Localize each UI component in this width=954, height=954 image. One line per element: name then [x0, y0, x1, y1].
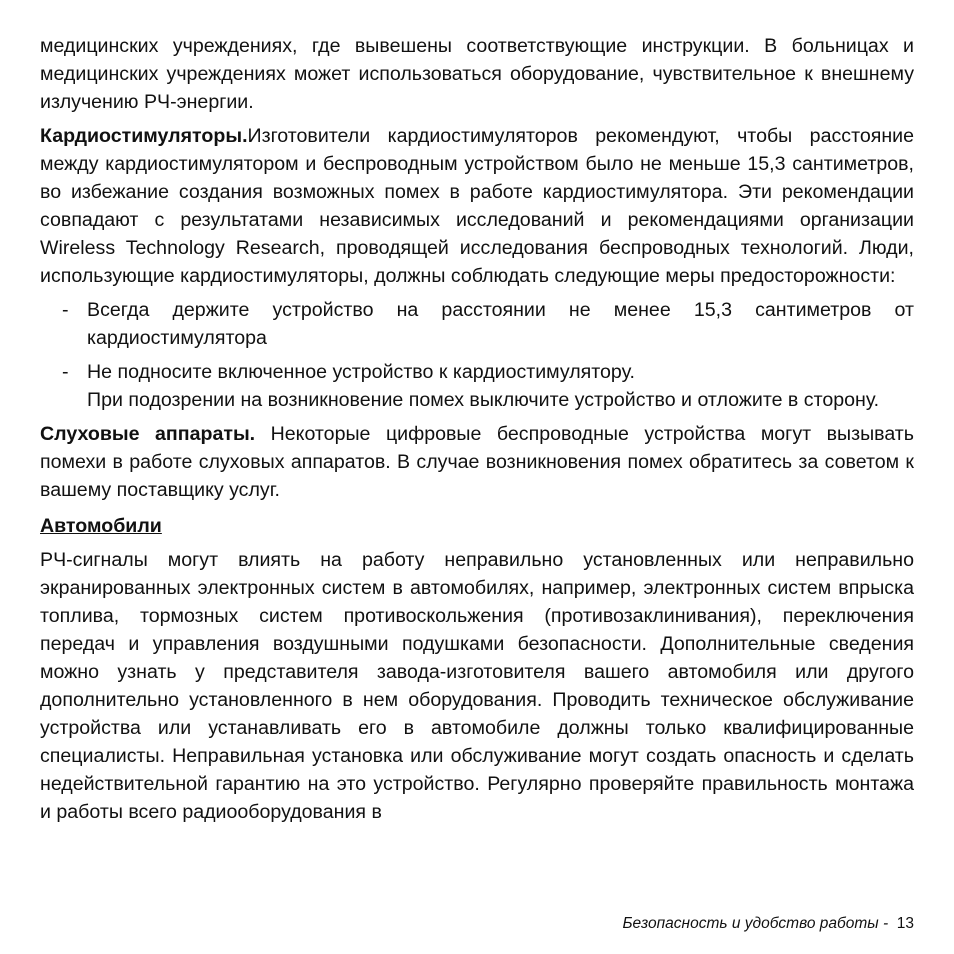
document-page: [40, 32, 914, 826]
page-footer: [622, 915, 914, 933]
hearing-aids-title: Слуховые аппараты.: [40, 423, 256, 445]
pacemaker-precautions-list: [40, 296, 914, 414]
bullet-dash: -: [62, 361, 69, 383]
list-item: [40, 296, 914, 352]
list-item-continuation: При подозрении на возникновение помех выключите устройство и отложите в сторону.: [87, 389, 880, 411]
vehicles-paragraph: РЧ-сигналы могут влиять на работу неправильно установленных или неправильно экранированных электронных систем в автомобилях, например, электронных систем впрыска топлива, тормозных систем противоскольжения (противозаклинивания), переключения передач и управления воздушными подушками безопасности. Дополнительные сведения можно узнать у представителя завода-изготовителя вашего автомобиля или другого дополнительно установленного в нем оборудования. Проводить техническое обслуживание устройства или устанавливать его в автомобиле должны только квалифицированные специалисты. Неправильная установка или обслуживание могут создать опасность и сделать недействительной гарантию на это устройство. Регулярно проверяйте правильность монтажа и работы всего радиооборудования в: [40, 549, 914, 823]
pacemakers-text: Изготовители кардиостимуляторов рекомендуют, чтобы расстояние между кардиостимулятором и беспроводным устройством было не меньше 15,3 сантиметров, во избежание создания возможных помех в работе кардиостимулятора. Эти рекомендации совпадают с результатами независимых исследований и рекомендациями организации Wireless Technology Research, проводящей исследования беспроводных технологий. Люди, использующие кардиостимуляторы, должны соблюдать следующие меры предосторожности:: [40, 125, 914, 287]
pacemakers-paragraph: [40, 122, 914, 290]
pacemakers-title: Кардиостимуляторы.: [40, 125, 248, 147]
vehicles-heading: Автомобили: [40, 515, 162, 537]
hearing-aids-text: Некоторые цифровые беспроводные устройства могут вызывать помехи в работе слуховых аппаратов. В случае возникновения помех обратитесь за советом к вашему поставщику услуг.: [40, 423, 914, 501]
page-number: 13: [896, 915, 914, 932]
list-item-text: Всегда держите устройство на расстоянии не менее 15,3 сантиметров от кардиостимулятора: [87, 299, 914, 349]
hearing-aids-paragraph: [40, 420, 914, 504]
list-item: [40, 358, 914, 414]
bullet-dash: -: [62, 299, 69, 321]
intro-paragraph: медицинских учреждениях, где вывешены соответствующие инструкции. В больницах и медицинских учреждениях может использоваться оборудование, чувствительное к внешнему излучению РЧ-энергии.: [40, 35, 914, 113]
footer-title: Безопасность и удобство работы -: [622, 915, 889, 932]
list-item-text: Не подносите включенное устройство к кардиостимулятору.: [87, 361, 635, 383]
